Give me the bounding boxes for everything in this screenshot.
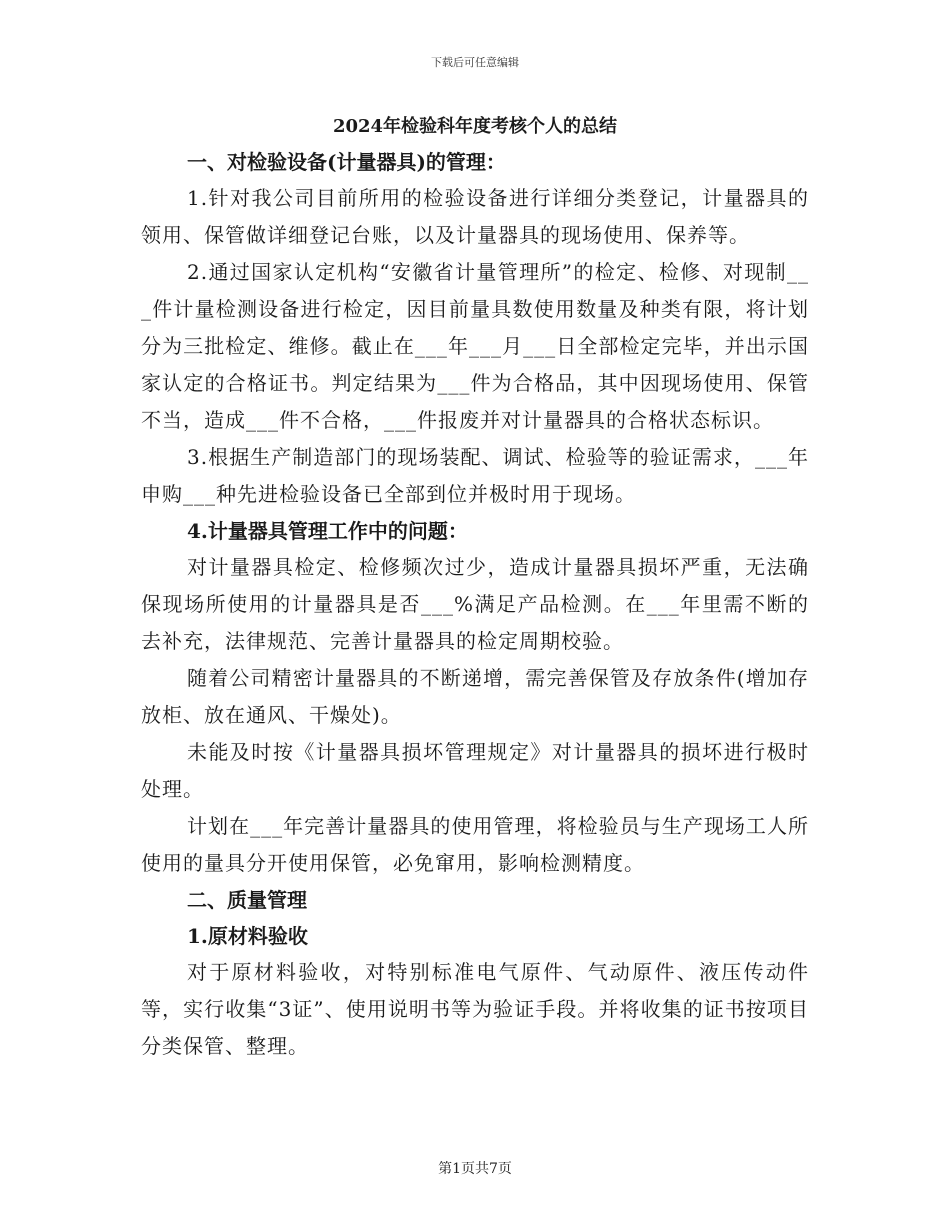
paragraph-4: 对计量器具检定、检修频次过少，造成计量器具损坏严重，无法确保现场所使用的计量器具是否___%满足产品检测。在___年里需不断的去补充，法律规范、完善计量器具的检定周期校验。 (141, 555, 809, 653)
page-footer: 第1页共7页 (438, 1161, 512, 1177)
paragraph-1: 1.针对我公司目前所用的检验设备进行详细分类登记，计量器具的领用、保管做详细登记台账，以及计量器具的现场使用、保养等。 (141, 186, 809, 247)
page-header: 下载后可任意编辑 (431, 56, 519, 69)
paragraph-6: 未能及时按《计量器具损坏管理规定》对计量器具的损坏进行极时处理。 (141, 740, 809, 801)
paragraph-8: 对于原材料验收，对特别标准电气原件、气动原件、液压传动件等，实行收集“3证”、使用说明书等为验证手段。并将收集的证书按项目分类保管、整理。 (141, 960, 809, 1058)
paragraph-7: 计划在___年完善计量器具的使用管理，将检验员与生产现场工人所使用的量具分开使用保管，必免窜用，影响检测精度。 (141, 814, 809, 875)
section-heading-equipment: 一、对检验设备(计量器具)的管理： (187, 150, 506, 174)
paragraph-2: 2.通过国家认定机构“安徽省计量管理所”的检定、检修、对现制___件计量检测设备进行检定，因目前量具数使用数量及种类有限，将计划分为三批检定、维修。截止在___年___月___日全部检定完毕，并出示国家认定的合格证书。判定结果为___件为合格品，其中因现场使用、保管不当，造成___件不合格，___件报废并对计量器具的合格状态标识。 (141, 260, 809, 432)
section-heading-quality: 二、质量管理 (187, 888, 307, 912)
paragraph-3: 3.根据生产制造部门的现场装配、调试、检验等的验证需求，___年申购___种先进检验设备已全部到位并极时用于现场。 (141, 445, 809, 506)
document-body (141, 112, 809, 1065)
paragraph-5: 随着公司精密计量器具的不断递增，需完善保管及存放条件(增加存放柜、放在通风、干燥处)。 (141, 666, 809, 727)
subsection-heading-materials: 1.原材料验收 (187, 924, 308, 948)
subsection-heading-problems: 4.计量器具管理工作中的问题： (187, 519, 468, 543)
document-title: 2024年检验科年度考核个人的总结 (332, 116, 618, 137)
